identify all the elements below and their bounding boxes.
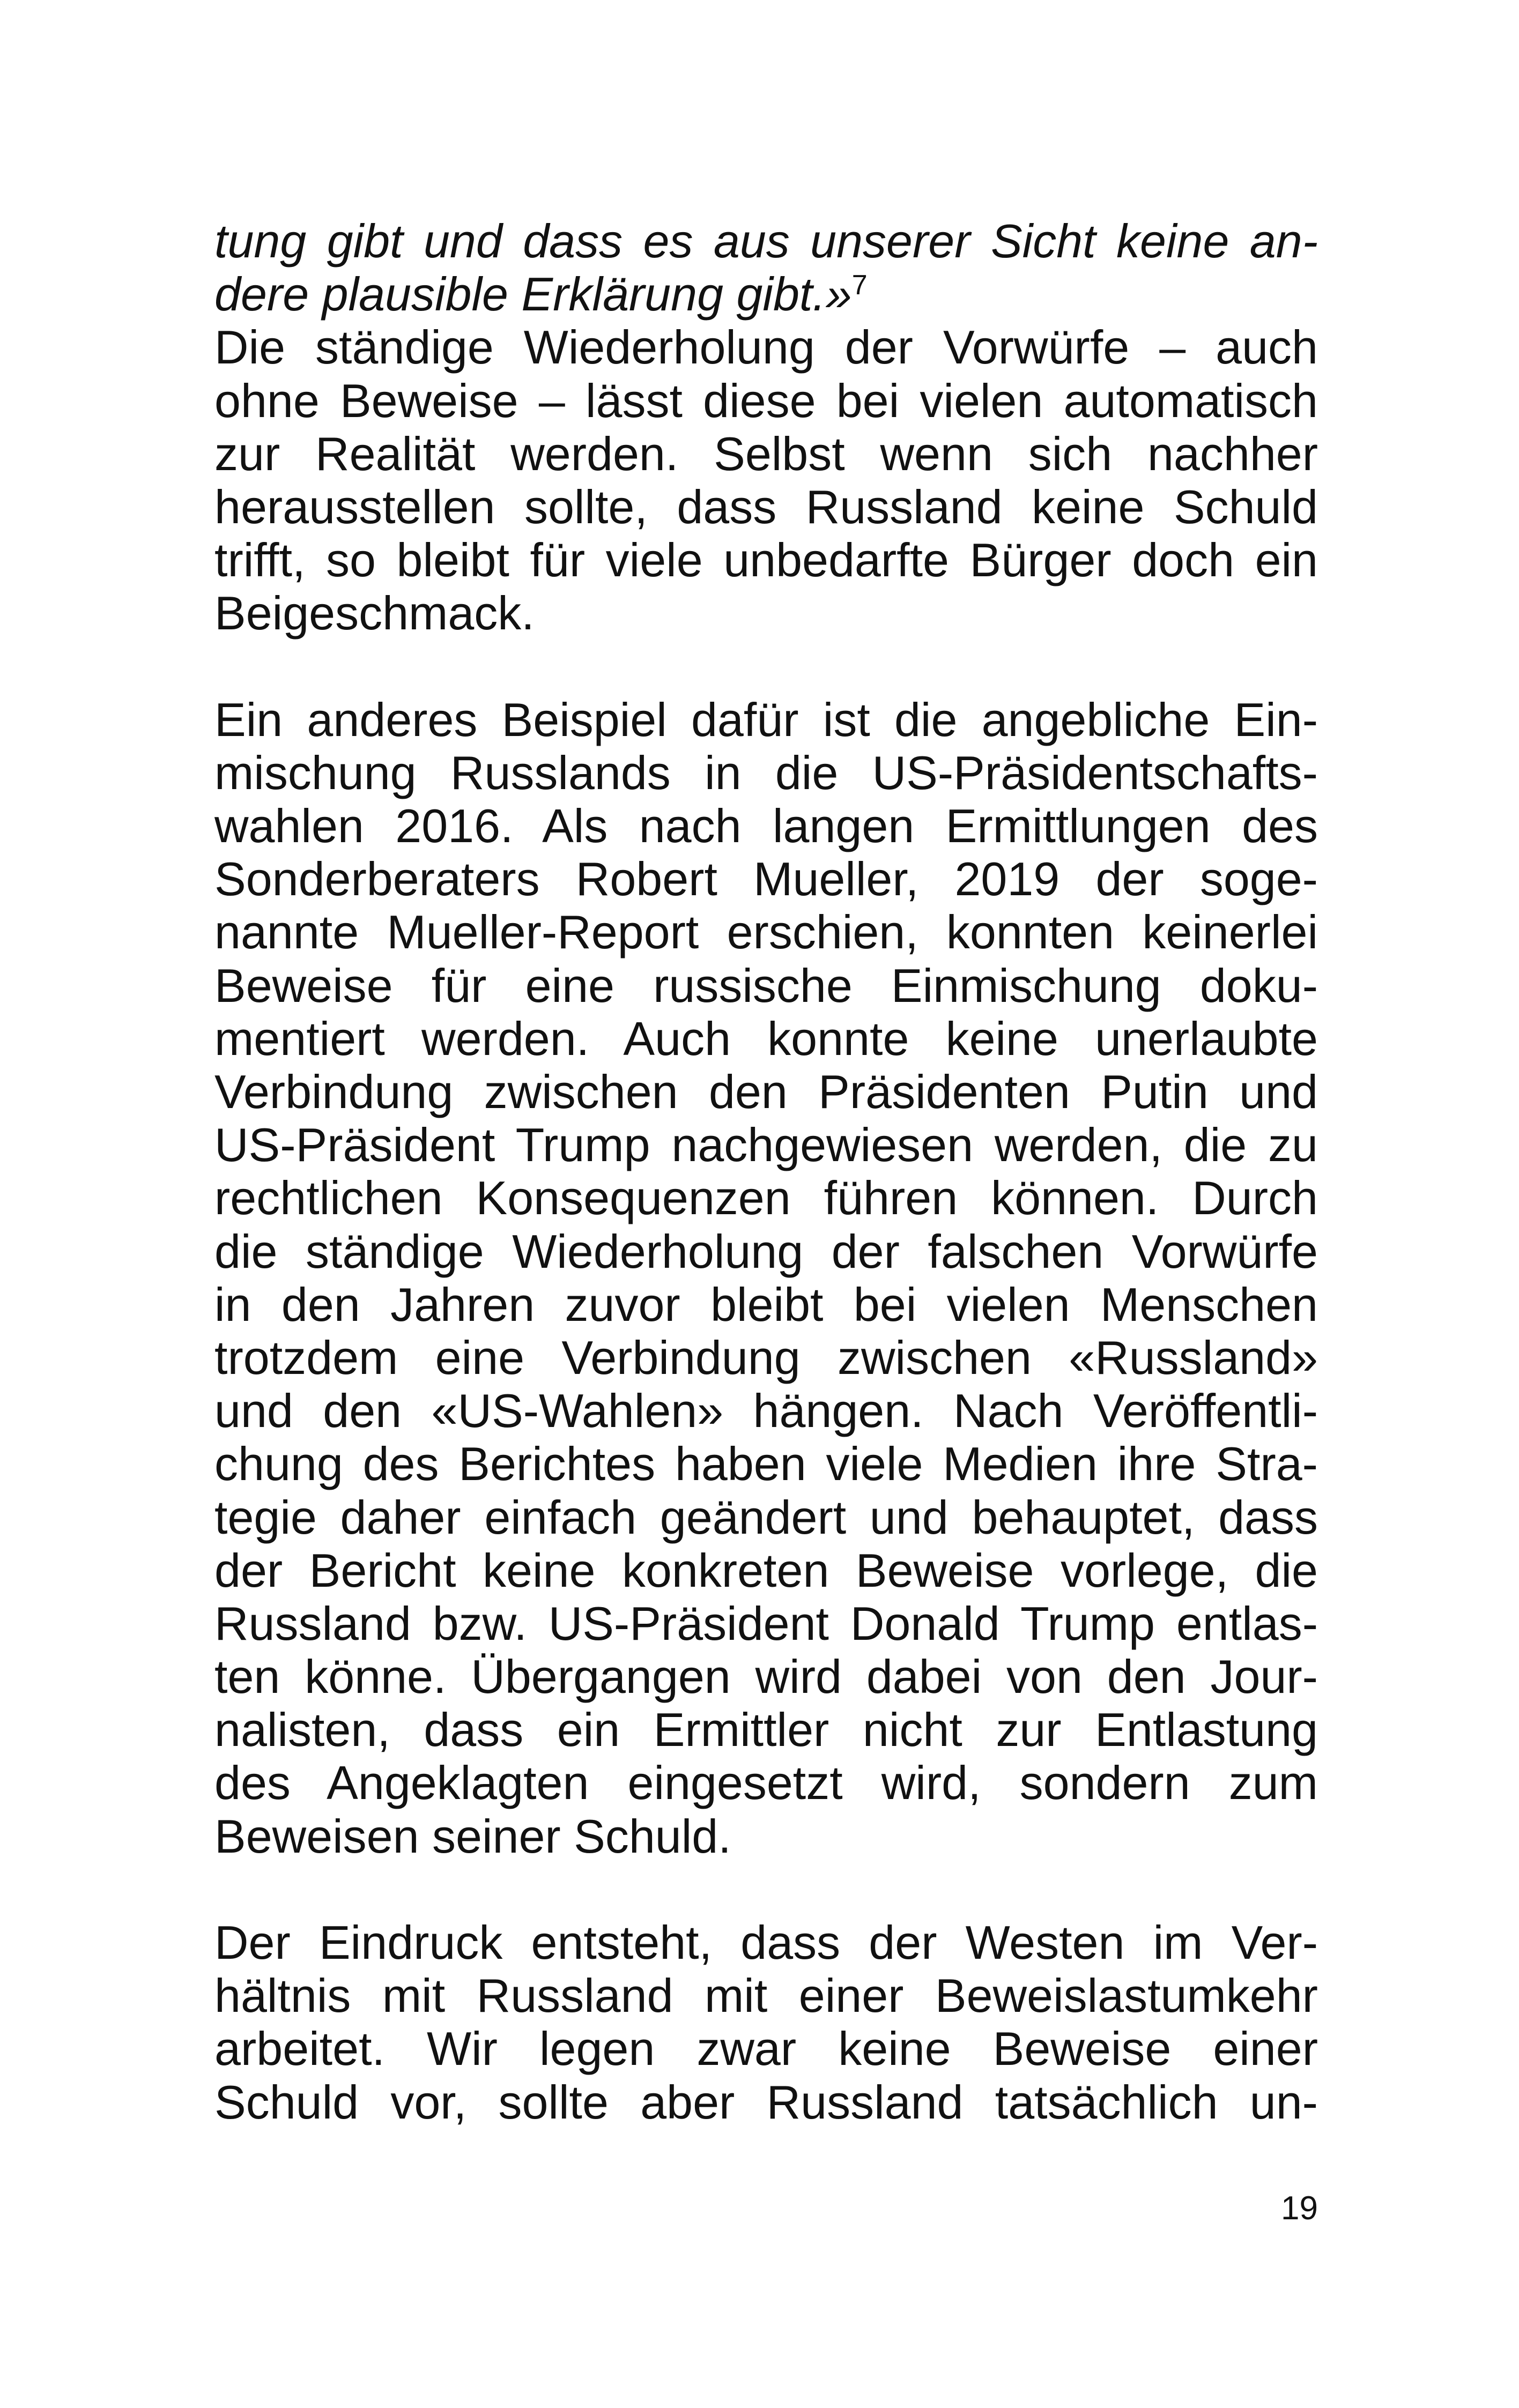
text-line-content: herausstellen sollte, dass Russland keine Schuld (214, 480, 1318, 533)
text-line-content: Ein anderes Beispiel dafür ist die angebliche Ein- (214, 693, 1318, 746)
text-line-content: Schuld vor, sollte aber Russland tatsächlich un- (214, 2075, 1318, 2129)
text-line-content: Verbindung zwischen den Präsidenten Putin und (214, 1065, 1318, 1118)
text-line (214, 586, 1318, 640)
text-line (214, 1065, 1318, 1118)
text-line (214, 852, 1318, 905)
text-line-content: Sonderberaters Robert Mueller, 2019 der soge- (214, 852, 1318, 906)
text-line (214, 1331, 1318, 1384)
text-line (214, 2076, 1318, 2129)
text-line-content: in den Jahren zuvor bleibt bei vielen Menschen (214, 1277, 1318, 1331)
text-line (214, 2022, 1318, 2075)
text-line (214, 1225, 1318, 1278)
page-body (214, 214, 1318, 2129)
text-line (214, 214, 1318, 267)
text-line-content: Beweise für eine russische Einmischung doku- (214, 958, 1318, 1012)
text-line-content: zur Realität werden. Selbst wenn sich nachher (214, 427, 1318, 480)
text-line-content: wahlen 2016. Als nach langen Ermittlungen des (214, 799, 1318, 853)
text-line-content: nannte Mueller-Report erschien, konnten keinerlei (214, 905, 1318, 959)
text-line (214, 1012, 1318, 1065)
page-number: 19 (1281, 2190, 1318, 2227)
text-line-content: ten könne. Übergangen wird dabei von den Jour- (214, 1650, 1318, 1704)
text-line (214, 427, 1318, 480)
text-line-content: tung gibt und dass es aus unserer Sicht keine an- (214, 214, 1318, 267)
text-line-content: trifft, so bleibt für viele unbedarfte Bürger doch ein (214, 533, 1318, 587)
text-line-content: tegie daher einfach geändert und behauptet, dass (214, 1490, 1318, 1544)
text-line (214, 374, 1318, 427)
text-line-content: Die ständige Wiederholung der Vorwürfe – auch (214, 321, 1318, 374)
text-line (214, 1703, 1318, 1756)
text-line-content: trotzdem eine Verbindung zwischen «Russland» (214, 1331, 1318, 1384)
text-line (214, 1437, 1318, 1490)
text-line-content: US-Präsident Trump nachgewiesen werden, die zu (214, 1118, 1318, 1172)
text-line-content: arbeitet. Wir legen zwar keine Beweise einer (214, 2022, 1318, 2076)
text-line (214, 1384, 1318, 1437)
text-line-content: hältnis mit Russland mit einer Beweislastumkehr (214, 1969, 1318, 2023)
text-line (214, 1171, 1318, 1224)
text-line (214, 1969, 1318, 2022)
paragraph-gap (214, 640, 1318, 693)
text-line-content: Beweisen seiner Schuld. (214, 1809, 731, 1863)
text-line-content: mentiert werden. Auch konnte keine unerlaubte (214, 1012, 1318, 1065)
text-line-content: Beigeschmack. (214, 586, 535, 640)
text-line-content: und den «US-Wahlen» hängen. Nach Veröffentli- (214, 1384, 1318, 1438)
text-line-content: dere plausible Erklärung gibt.» (214, 267, 852, 321)
text-line (214, 1597, 1318, 1650)
text-line (214, 693, 1318, 746)
text-line (214, 905, 1318, 958)
text-line (214, 799, 1318, 852)
paragraph-gap (214, 1863, 1318, 1916)
text-line (214, 959, 1318, 1012)
text-line-content: der Bericht keine konkreten Beweise vorlege, die (214, 1543, 1318, 1597)
text-line (214, 480, 1318, 533)
footnote-marker: 7 (851, 270, 868, 301)
text-line (214, 267, 1318, 321)
text-line-content: Russland bzw. US-Präsident Donald Trump entlas- (214, 1596, 1318, 1650)
text-line (214, 533, 1318, 586)
text-line (214, 1544, 1318, 1597)
text-line (214, 746, 1318, 799)
text-line-content: rechtlichen Konsequenzen führen können. Durch (214, 1171, 1318, 1225)
text-line-content: mischung Russlands in die US-Präsidentschafts- (214, 746, 1318, 799)
text-line-content: des Angeklagten eingesetzt wird, sondern zum (214, 1756, 1318, 1810)
text-line (214, 1916, 1318, 1969)
text-line-content: die ständige Wiederholung der falschen Vorwürfe (214, 1224, 1318, 1278)
text-line (214, 1491, 1318, 1544)
text-line-content: Der Eindruck entsteht, dass der Westen im Ver- (214, 1916, 1318, 1969)
text-line (214, 1810, 1318, 1863)
text-line-content: ohne Beweise – lässt diese bei vielen automatisch (214, 374, 1318, 427)
text-line (214, 1118, 1318, 1171)
text-line-content: chung des Berichtes haben viele Medien ihre Stra- (214, 1437, 1318, 1491)
text-line (214, 1650, 1318, 1703)
text-line-content: nalisten, dass ein Ermittler nicht zur Entlastung (214, 1703, 1318, 1757)
text-line (214, 1278, 1318, 1331)
text-line (214, 1756, 1318, 1809)
text-line (214, 321, 1318, 374)
